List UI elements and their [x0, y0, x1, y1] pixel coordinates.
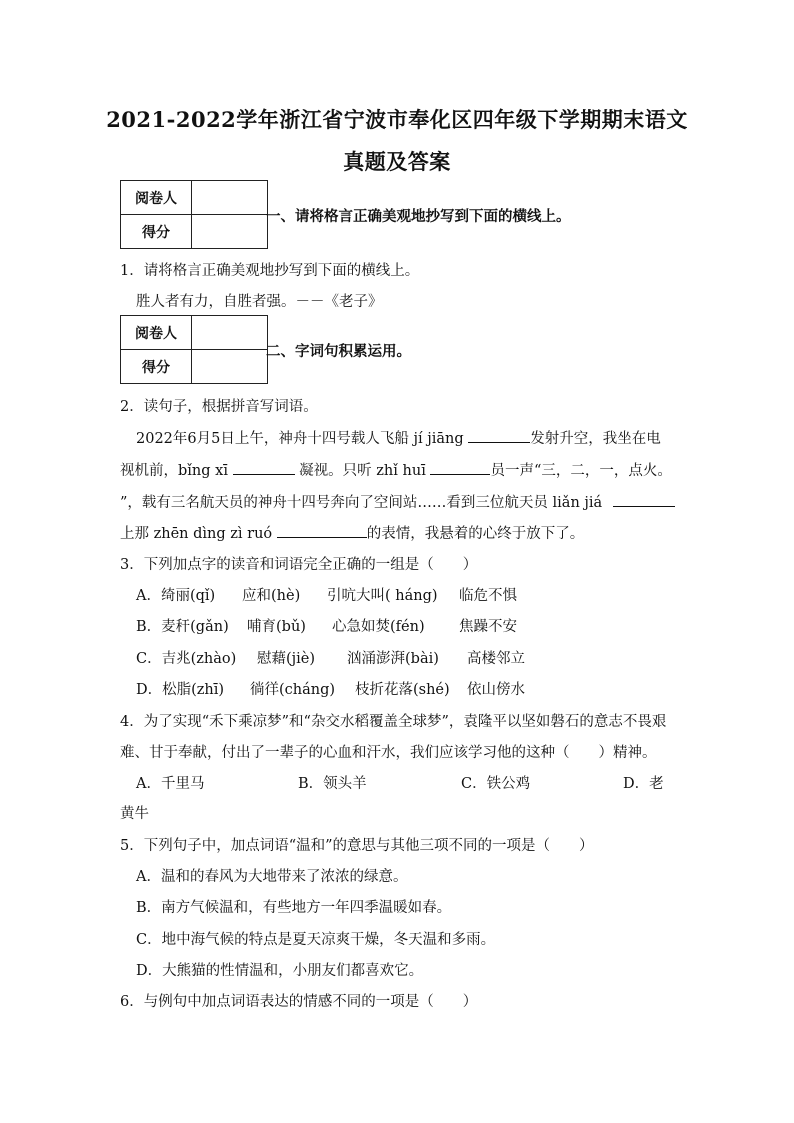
q3-option-a-word: 临危不惧 — [459, 588, 517, 604]
q5-option-d[interactable]: D．大熊猫的性情温和，小朋友们都喜欢它。 — [136, 963, 424, 979]
q2-text-line-2 — [120, 459, 672, 480]
q3-option-a[interactable]: A．绮丽(qǐ) — [136, 588, 216, 604]
q3-option-b-word: 焦躁不安 — [459, 619, 517, 635]
score-label: 得分 — [121, 215, 192, 249]
q2-text: 上那 zhēn dìng zì ruó — [120, 526, 277, 542]
q3-option-a-word: 引吭大叫( háng) — [327, 588, 438, 604]
q2-text: 凝视。只听 zhǐ huī — [294, 463, 431, 479]
q2-text-line-4 — [120, 522, 584, 543]
page-subtitle: 真题及答案 — [343, 149, 451, 174]
q3-option-d[interactable]: D．松脂(zhī) — [136, 682, 225, 698]
q2-text: 视机前，bǐng xī — [120, 463, 233, 479]
score-table-2 — [120, 315, 268, 384]
q2-text: 的表情，我悬着的心终于放下了。 — [366, 526, 585, 542]
q4-option-a[interactable]: A．千里马 — [136, 776, 205, 792]
reviewer-cell — [192, 181, 268, 215]
q3-option-b-word: 哺育(bǔ) — [247, 619, 306, 635]
reviewer-cell — [192, 316, 268, 350]
q2-text: 2022年6月5日上午，神舟十四号载人飞船 jí jiāng — [136, 431, 469, 447]
q4-option-b[interactable]: B．领头羊 — [298, 776, 367, 792]
q4-option-d[interactable]: D．老 — [623, 776, 664, 792]
q4-prompt-line-2: 难、甘于奉献，付出了一辈子的心血和汗水，我们应该学习他的这种（ ）精神。 — [120, 745, 657, 761]
q3-option-d-word: 徜徉(cháng) — [250, 682, 336, 698]
q3-option-c-word: 高楼邻立 — [467, 651, 525, 667]
q2-text: 发射升空，我坐在电 — [530, 431, 661, 447]
q2-text: ”，载有三名航天员的神舟十四号奔向了空间站……看到三位航天员 liǎn jiá — [120, 495, 607, 511]
q5-prompt: 5．下列句子中，加点词语“温和”的意思与其他三项不同的一项是（ ） — [120, 838, 594, 854]
section-1-heading: 一、请将格言正确美观地抄写到下面的横线上。 — [266, 208, 571, 225]
q1-prompt: 1．请将格言正确美观地抄写到下面的横线上。 — [120, 263, 420, 279]
q3-option-c-word: 慰藉(jiè) — [257, 651, 316, 667]
q4-prompt-line-1: 4．为了实现“禾下乘凉梦”和“杂交水稻覆盖全球梦”，袁隆平以坚如磐石的意志不畏艰 — [120, 714, 667, 730]
q3-prompt: 3．下列加点字的读音和词语完全正确的一组是（ ） — [120, 557, 478, 573]
q2-prompt: 2．读句子，根据拼音写词语。 — [120, 399, 318, 415]
q2-text: 员一声“三，二，一，点火。 — [490, 463, 672, 479]
q6-prompt: 6．与例句中加点词语表达的情感不同的一项是（ ） — [120, 994, 478, 1010]
q3-option-c-word: 汹涌澎湃(bài) — [347, 651, 439, 667]
score-cell — [192, 215, 268, 249]
q4-option-d-continued: 黄牛 — [120, 806, 149, 822]
reviewer-label: 阅卷人 — [121, 181, 192, 215]
q3-option-d-word: 依山傍水 — [467, 682, 525, 698]
answer-blank[interactable] — [277, 523, 367, 538]
page-title: 2021-2022学年浙江省宁波市奉化区四年级下学期期末语文 — [106, 107, 688, 132]
q3-option-c[interactable]: C．吉兆(zhào) — [136, 651, 237, 667]
q1-quote: 胜人者有力，自胜者强。－－《老子》 — [136, 294, 383, 310]
answer-blank[interactable] — [613, 492, 675, 507]
q5-option-c[interactable]: C．地中海气候的特点是夏天凉爽干燥，冬天温和多雨。 — [136, 932, 496, 948]
reviewer-label: 阅卷人 — [121, 316, 192, 350]
answer-blank[interactable] — [430, 460, 490, 475]
q4-option-c[interactable]: C．铁公鸡 — [461, 776, 531, 792]
q3-option-d-word: 枝折花落(shé) — [355, 682, 450, 698]
q3-option-a-word: 应和(hè) — [242, 588, 301, 604]
q3-option-b-word: 心急如焚(fén) — [332, 619, 425, 635]
score-cell — [192, 350, 268, 384]
q5-option-a[interactable]: A．温和的春风为大地带来了浓浓的绿意。 — [136, 869, 408, 885]
section-2-heading: 二、字词句积累运用。 — [266, 343, 411, 360]
answer-blank[interactable] — [468, 428, 530, 443]
score-label: 得分 — [121, 350, 192, 384]
q3-option-b[interactable]: B．麦秆(gǎn) — [136, 619, 229, 635]
answer-blank[interactable] — [233, 460, 295, 475]
q5-option-b[interactable]: B．南方气候温和，有些地方一年四季温暖如春。 — [136, 900, 452, 916]
q2-text-line-1 — [136, 427, 661, 448]
q2-text-line-3 — [120, 491, 675, 512]
score-table-1 — [120, 180, 268, 249]
